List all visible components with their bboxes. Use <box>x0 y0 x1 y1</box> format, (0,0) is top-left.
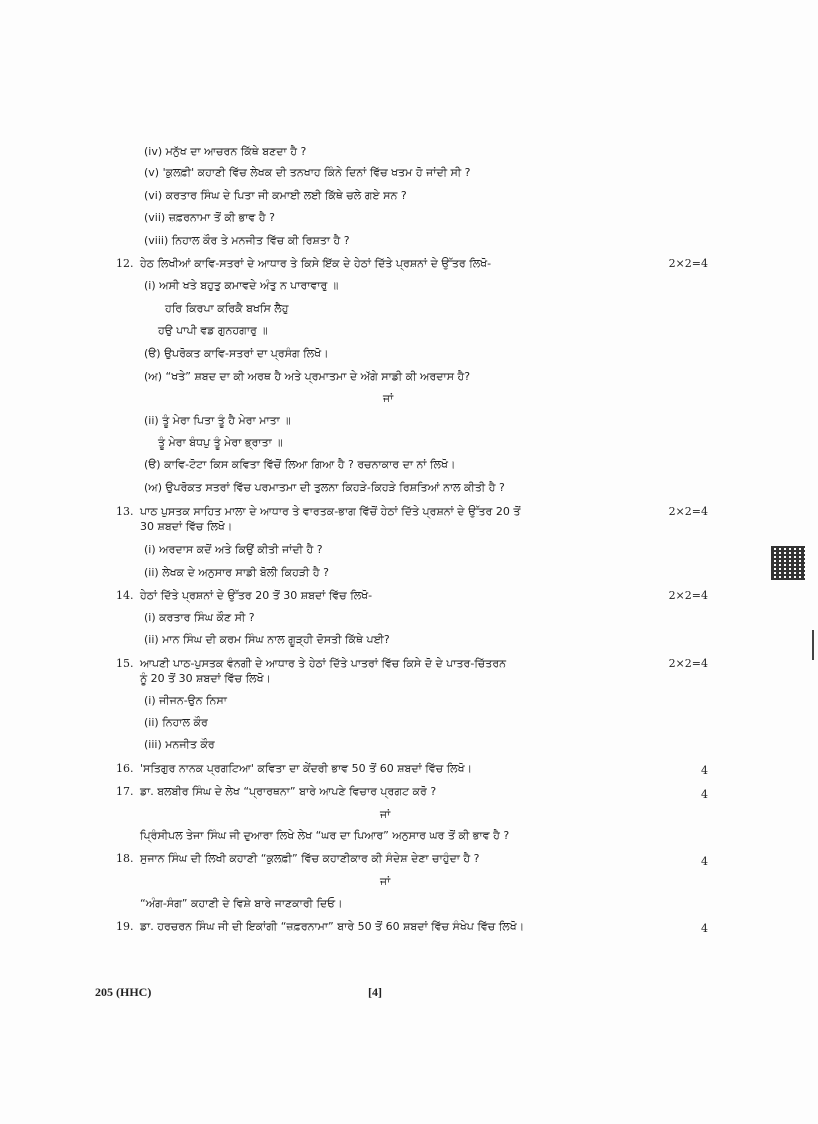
q12-a: (ੳ) ਉਪਰੋਕਤ ਕਾਵਿ-ਸਤਰਾਂ ਦਾ ਪ੍ਰਸੰਗ ਲਿਖੋ। <box>144 347 329 360</box>
paper-code: 205 (HHC) <box>95 985 152 999</box>
q11-v: (v) 'ਕੁਲਫ਼ੀ' ਕਹਾਣੀ ਵਿੱਚ ਲੇਖਕ ਦੀ ਤਨਖਾਹ ਕਿੰਨੇ ਦਿਨਾਂ ਵਿੱਚ ਖਤਮ ਹੋ ਜਾਂਦੀ ਸੀ ? <box>144 166 471 179</box>
q16-prompt: 'ਸਤਿਗੁਰ ਨਾਨਕ ਪ੍ਰਗਟਿਆ' ਕਵਿਤਾ ਦਾ ਕੇਂਦਰੀ ਭਾਵ 50 ਤੋਂ 60 ਸ਼ਬਦਾਂ ਵਿੱਚ ਲਿਖੋ। <box>140 762 472 775</box>
q12-prompt: ਹੇਠ ਲਿਖੀਆਂ ਕਾਵਿ-ਸਤਰਾਂ ਦੇ ਆਧਾਰ ਤੇ ਕਿਸੇ ਇੱਕ ਦੇ ਹੇਠਾਂ ਦਿੱਤੇ ਪ੍ਰਸ਼ਨਾਂ ਦੇ ਉੱਤਰ ਲਿਖੋ- <box>140 257 492 270</box>
marks: 2×2=4 <box>668 257 708 270</box>
or-label: ਜਾਂ <box>380 875 391 888</box>
q11-vii: (vii) ਜ਼ਫ਼ਰਨਾਮਾ ਤੋਂ ਕੀ ਭਾਵ ਹੈ ? <box>144 211 276 224</box>
or-label: ਜਾਂ <box>383 392 394 405</box>
q19-prompt: ਡਾ. ਹਰਚਰਨ ਸਿੰਘ ਜੀ ਦੀ ਇਕਾਂਗੀ “ਜ਼ਫ਼ਰਨਾਮਾ” ਬਾਰੇ 50 ਤੋਂ 60 ਸ਼ਬਦਾਂ ਵਿੱਚ ਸੰਖੇਪ ਵਿੱਚ ਲਿਖੋ। <box>140 920 525 933</box>
marks: 2×2=4 <box>668 505 708 518</box>
question-number: 13. <box>116 505 134 518</box>
question-number: 19. <box>116 920 134 933</box>
marks: 4 <box>701 764 708 777</box>
q12-verse-3: ਹਉ ਪਾਪੀ ਵਡ ਗੁਨਹਗਾਰੁ ॥ <box>158 324 268 337</box>
q15-ii: (ii) ਨਿਹਾਲ ਕੌਰ <box>144 716 208 729</box>
page-number: [4] <box>368 985 382 999</box>
q14-prompt: ਹੇਠਾਂ ਦਿੱਤੇ ਪ੍ਰਸ਼ਨਾਂ ਦੇ ਉੱਤਰ 20 ਤੋਂ 30 ਸ਼ਬਦਾਂ ਵਿੱਚ ਲਿਖੋ- <box>140 589 373 602</box>
q11-vi: (vi) ਕਰਤਾਰ ਸਿੰਘ ਦੇ ਪਿਤਾ ਜੀ ਕਮਾਈ ਲਈ ਕਿੱਥੇ ਚਲੇ ਗਏ ਸਨ ? <box>144 189 407 202</box>
q15-prompt-cont: ਨੂੰ 20 ਤੋਂ 30 ਸ਼ਬਦਾਂ ਵਿੱਚ ਲਿਖੋ। <box>140 672 271 685</box>
q12-verse-2: ਹਰਿ ਕਿਰਪਾ ਕਰਿਕੈ ਬਖਸਿ ਲੈਹੁ <box>165 302 289 315</box>
marks: 2×2=4 <box>668 657 708 670</box>
question-number: 18. <box>116 852 134 865</box>
marks: 4 <box>701 922 708 935</box>
qr-code-icon <box>771 546 805 580</box>
q18-prompt: ਸੁਜਾਨ ਸਿੰਘ ਦੀ ਲਿਖੀ ਕਹਾਣੀ “ਕੁਲਫ਼ੀ” ਵਿੱਚ ਕਹਾਣੀਕਾਰ ਕੀ ਸੰਦੇਸ਼ ਦੇਣਾ ਚਾਹੁੰਦਾ ਹੈ ? <box>140 852 480 865</box>
q13-i: (i) ਅਰਦਾਸ ਕਦੋਂ ਅਤੇ ਕਿਉਂ ਕੀਤੀ ਜਾਂਦੀ ਹੈ ? <box>144 543 323 556</box>
q13-ii: (ii) ਲੇਖਕ ਦੇ ਅਨੁਸਾਰ ਸਾਡੀ ਬੋਲੀ ਕਿਹੜੀ ਹੈ ? <box>144 566 329 579</box>
q15-iii: (iii) ਮਨਜੀਤ ਕੌਰ <box>144 738 215 751</box>
q12-verse-1: (i) ਅਸੀ ਖਤੇ ਬਹੁਤੁ ਕਮਾਵਦੇ ਅੰਤੁ ਨ ਪਾਰਾਵਾਰੁ ॥ <box>144 279 339 292</box>
q12-c: (ੳ) ਕਾਵਿ-ਟੋਟਾ ਕਿਸ ਕਵਿਤਾ ਵਿੱਚੋਂ ਲਿਆ ਗਿਆ ਹੈ ? ਰਚਨਾਕਾਰ ਦਾ ਨਾਂ ਲਿਖੋ। <box>144 458 456 471</box>
q14-i: (i) ਕਰਤਾਰ ਸਿੰਘ ਕੌਣ ਸੀ ? <box>144 611 255 624</box>
scan-edge-mark <box>812 630 814 660</box>
or-label: ਜਾਂ <box>380 808 391 821</box>
q13-prompt-cont: 30 ਸ਼ਬਦਾਂ ਵਿੱਚ ਲਿਖੋ। <box>140 520 233 533</box>
question-number: 17. <box>116 785 134 798</box>
q12-verse-4: (ii) ਤੂੰ ਮੇਰਾ ਪਿਤਾ ਤੂੰ ਹੈ ਮੇਰਾ ਮਾਤਾ ॥ <box>144 414 291 427</box>
q11-viii: (viii) ਨਿਹਾਲ ਕੌਰ ਤੇ ਮਨਜੀਤ ਵਿੱਚ ਕੀ ਰਿਸ਼ਤਾ ਹੈ ? <box>144 234 350 247</box>
q17-prompt: ਡਾ. ਬਲਬੀਰ ਸਿੰਘ ਦੇ ਲੇਖ “ਪ੍ਰਾਰਥਨਾ” ਬਾਰੇ ਆਪਣੇ ਵਿਚਾਰ ਪ੍ਰਗਟ ਕਰੋ ? <box>140 785 437 798</box>
question-number: 12. <box>116 257 134 270</box>
q15-i: (i) ਜੀਜਨ-ਉਨ ਨਿਸਾ <box>144 694 227 707</box>
q17-alt: ਪ੍ਰਿੰਸੀਪਲ ਤੇਜਾ ਸਿੰਘ ਜੀ ਦੁਆਰਾ ਲਿਖੇ ਲੇਖ “ਘਰ ਦਾ ਪਿਆਰ” ਅਨੁਸਾਰ ਘਰ ਤੋਂ ਕੀ ਭਾਵ ਹੈ ? <box>140 829 510 842</box>
q12-b: (ਅ) “ਖਤੇ” ਸ਼ਬਦ ਦਾ ਕੀ ਅਰਥ ਹੈ ਅਤੇ ਪ੍ਰਮਾਤਮਾ ਦੇ ਅੱਗੇ ਸਾਡੀ ਕੀ ਅਰਦਾਸ ਹੈ? <box>144 370 471 383</box>
question-number: 16. <box>116 762 134 775</box>
q18-alt: “ਅੰਗ-ਸੰਗ” ਕਹਾਣੀ ਦੇ ਵਿਸ਼ੇ ਬਾਰੇ ਜਾਣਕਾਰੀ ਦਿਓ। <box>140 897 343 910</box>
q13-prompt: ਪਾਠ ਪੁਸਤਕ ਸਾਹਿਤ ਮਾਲਾ ਦੇ ਆਧਾਰ ਤੇ ਵਾਰਤਕ-ਭਾਗ ਵਿੱਚੋਂ ਹੇਠਾਂ ਦਿੱਤੇ ਪ੍ਰਸ਼ਨਾਂ ਦੇ ਉੱਤਰ 20 ਤੋਂ <box>140 505 521 518</box>
q12-verse-5: ਤੂੰ ਮੇਰਾ ਬੰਧਪੁ ਤੂੰ ਮੇਰਾ ਭ੍ਰਾਤਾ ॥ <box>158 436 283 449</box>
marks: 2×2=4 <box>668 589 708 602</box>
question-number: 14. <box>116 589 134 602</box>
q15-prompt: ਆਪਣੀ ਪਾਠ-ਪੁਸਤਕ ਵੰਨਗੀ ਦੇ ਆਧਾਰ ਤੇ ਹੇਠਾਂ ਦਿੱਤੇ ਪਾਤਰਾਂ ਵਿੱਚ ਕਿਸੇ ਦੋ ਦੇ ਪਾਤਰ-ਚਿੱਤਰਨ <box>140 657 507 670</box>
q12-d: (ਅ) ਉਪਰੋਕਤ ਸਤਰਾਂ ਵਿੱਚ ਪਰਮਾਤਮਾ ਦੀ ਤੁਲਨਾ ਕਿਹੜੇ-ਕਿਹੜੇ ਰਿਸ਼ਤਿਆਂ ਨਾਲ ਕੀਤੀ ਹੈ ? <box>144 481 505 494</box>
q11-iv: (iv) ਮਨੁੱਖ ਦਾ ਆਚਰਨ ਕਿੱਥੇ ਬਣਦਾ ਹੈ ? <box>144 145 307 158</box>
question-number: 15. <box>116 657 134 670</box>
marks: 4 <box>701 788 708 801</box>
marks: 4 <box>701 855 708 868</box>
q14-ii: (ii) ਮਾਨ ਸਿੰਘ ਦੀ ਕਰਮ ਸਿੰਘ ਨਾਲ ਗੂੜ੍ਹੀ ਦੋਸਤੀ ਕਿੱਥੇ ਪਈ? <box>144 633 390 646</box>
